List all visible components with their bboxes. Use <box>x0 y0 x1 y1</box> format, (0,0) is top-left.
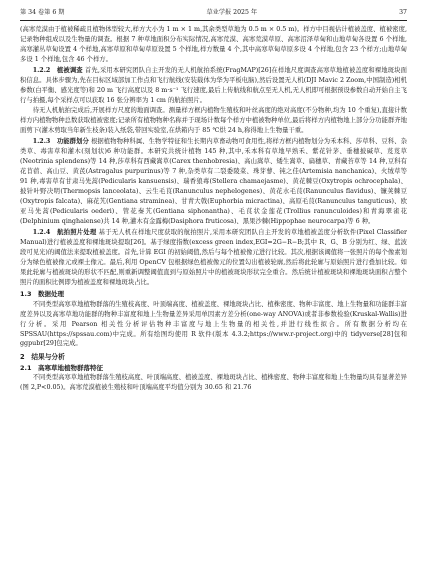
paragraph-data-processing: 不同类型高寒草地植物群落的生殖枝高度、叶顶端高度、植被盖度、裸地斑块占比、植株密度、物种丰富度、地上生物量和功能群丰富度差异以及高寒草地功能群的物种丰富度和地上生物量差异采用单因素方差分析(one-way ANOVA)或者非参数检验(Kruskal-Wallis)进行分析。采用 Pearson 相关性分析评估物种丰富度与地上生物量的相关性,并进行线性拟合。所有数据分析均在 SPSSAU(https://spssau.com)中完成。所有绘图均使用 R 软件(版本 4.3.2;https://www.r-project.org)中的 tidyverse[28]包和 ggpubr[29]包完成。 <box>20 300 407 348</box>
section-text-1-2-3: 根据植物物种科属、生物学特征和生长期内草畜动物可食用性,将样方框内植物划分为禾本科、莎草科、豆科、杂类草、毒害草和灌木(刻划状)6 种功能群。本研究共统计植物 145 种,其中,禾本科有草地早熟禾、紫花针茅、垂穗披碱草、芨芨草(Neotrinia splendens)等 14 种,莎草科有西藏嵩草(Carex thenhobresia)、高山嵩草、矮生嵩草、扁穗草、青藏苔草等 14 种,豆科有花苜蓿、高山豆、黄芪(Astragalus purpurinus)等 7 种,杂类草有二裂委陵菜、珠芽蓼、钝之佳(Artemisia nanchanica)、火绒草等 91 种,毒害草有甘肃马先蒿(Pedicularis kansuensis)、瑞香狼毒(Stellera chamaejasme)、黄花棘豆(Oxytropis ochrocephala)、披针叶野决明(Thermopsis lanceolata)、云生毛茛(Ranunculus nephelogenes)、黄花水毛茛(Ranunculus flavidus)、镰荚棘豆(Oxytropis falcata)、麻花艽(Gentiana straminea)、甘青大戟(Euphorbia micractina)、高原毛茛(Ranunculus tanguticus)、欧亚马先蒿(Pedicularis oederi)、管花秦艽(Gentiana siphonantha)、毛茛状金莲花(Trollius ranunculoides)和青海翠雀花(Delphinium qinghaiense)共 14 种,灌木有金露梅(Dasiphora fruticosa)、黑果沙棘(Hippophae neurocarpa)等 6 种。 <box>20 138 407 225</box>
section-heading-1-2-2: 1.2.2 植被调查 <box>32 67 83 75</box>
header-page-number: 37 <box>399 9 407 16</box>
header-rule <box>20 20 407 21</box>
section-heading-2-1: 2.1 高寒草地植物群落特征 <box>20 363 104 372</box>
section-text-1-2-4: 基于无人机在样地尺度获取的航拍照片,采用本研究团队自主开发的草地植被盖度分析软件(Pixel Classifier Manual)进行植被盖度和裸地斑块提取[26]。基于绿度指数(excess green index,EGI=2G−R−B;其中 R、G、B 分别为红、绿、蓝波段可见光)的阈值法来提取植被盖度。首先,计算 EGI 的初始阈值,然后与每个植被像元进行比较。其次,根据该阈值将一张照片的每个像素划分为绿色植被像元或裸土像元。最后,利用 OpenCV 包根据绿色植被像元的位置勾出植被轮廓,然后将此轮廓与原始照片进行叠加比较。如果此轮廓与植被斑块的形状不匹配,则重新调整阈值直到与原始照片中的植被斑块形状完全重合。然后统计植被斑块和裸地斑块面积占整个照片的面积比例即为植被盖度和裸地斑块占比。 <box>20 229 407 286</box>
paragraph-community-traits: 不同类型高寒草地植物群落生殖枝高度、叶顶端高度、植被盖度、裸地斑块占比、植株密度、物种丰富度和地上生物量均具有显著差异(图 2,P<0.05)。高寒荒漠植被生殖枝和叶顶端高度平均值分别为 30.65 和 21.76 <box>20 374 407 392</box>
section-heading-1-2-3: 1.2.3 功能群划分 <box>32 138 89 146</box>
paragraph-vegetation-survey <box>20 66 407 106</box>
header-journal: 草业学报 2025 年 <box>206 9 258 16</box>
article-body <box>20 25 407 571</box>
section-heading-2: 2 结果与分析 <box>20 352 65 361</box>
paragraph-ground-survey: 待无人机航拍完成后,开展样方尺度的地面调查。测量样方框内植物生殖枝和叶丝高度的绝对高度(不分物种,均为 10 个重复),直接计数样方内植物物种总数获取植被密度;记录所有植物物种名称并于现场计数每个样方中植被物种单位,最后将样方内植物地上部分分功能群齐地面剪下(灌木剪取当年新生枝条)装入纸袋,带回实验室,在烘箱内于 85 ℃烘 24 h,称得地上生物量干重。 <box>20 106 407 134</box>
paragraph-functional-groups <box>20 137 407 226</box>
header-issue: 第 34 卷第 6 期 <box>20 9 65 16</box>
section-heading-1-3: 1.3 数据处理 <box>20 290 65 299</box>
paragraph-sampling: (高寒荒漠由于植被稀疏且植物体型较大,样方大小为 1 m × 1 m,其余类型草地为 0.5 m × 0.5 m)。样方中目视估计植被盖度、植被密度,记录物种组成以及生物量的调查。根据 7 种草地面积分布实际情况,高寒荒漠、高寒荒漠草原、高寒沼泽草甸和山地草甸各设置 6 个样地,高寒灌丛草甸设置 4 个样地,高寒草原和草甸草原设置 5 个样地,样方数量 4 个,其中高寒草甸草原多设 4 个样地,包含 23 个样方;山地草甸多设 1 个样地,包含 46 个样方。 <box>20 26 407 63</box>
paragraph-photo-processing <box>20 228 407 288</box>
running-header <box>20 8 407 20</box>
section-text-1-2-2: 首先,采用本研究团队自主开发的无人机航拍系统(FragMAP)[26]在样地尺度调查高寒草地植被盖度和裸地斑块面积信息。具体步骤为,先在目标区域部加工作点和飞行航线(安装载体为华为平板电脑),然后设置无人机(DJI Mavic 2 Zoom,中国制造)相机参数(白平衡、感光度等)和 20 m 飞行高度以及 8 m·s⁻¹ 飞行速度,最后上传航线和航点至无人机,无人机即可根据预设参数自动开始自主飞行与拍摄,每个采样点可以获取 16 张分辨率为 1 cm 的航拍照片。 <box>20 67 407 105</box>
section-heading-1-2-4: 1.2.4 航拍照片处理 <box>32 229 97 237</box>
